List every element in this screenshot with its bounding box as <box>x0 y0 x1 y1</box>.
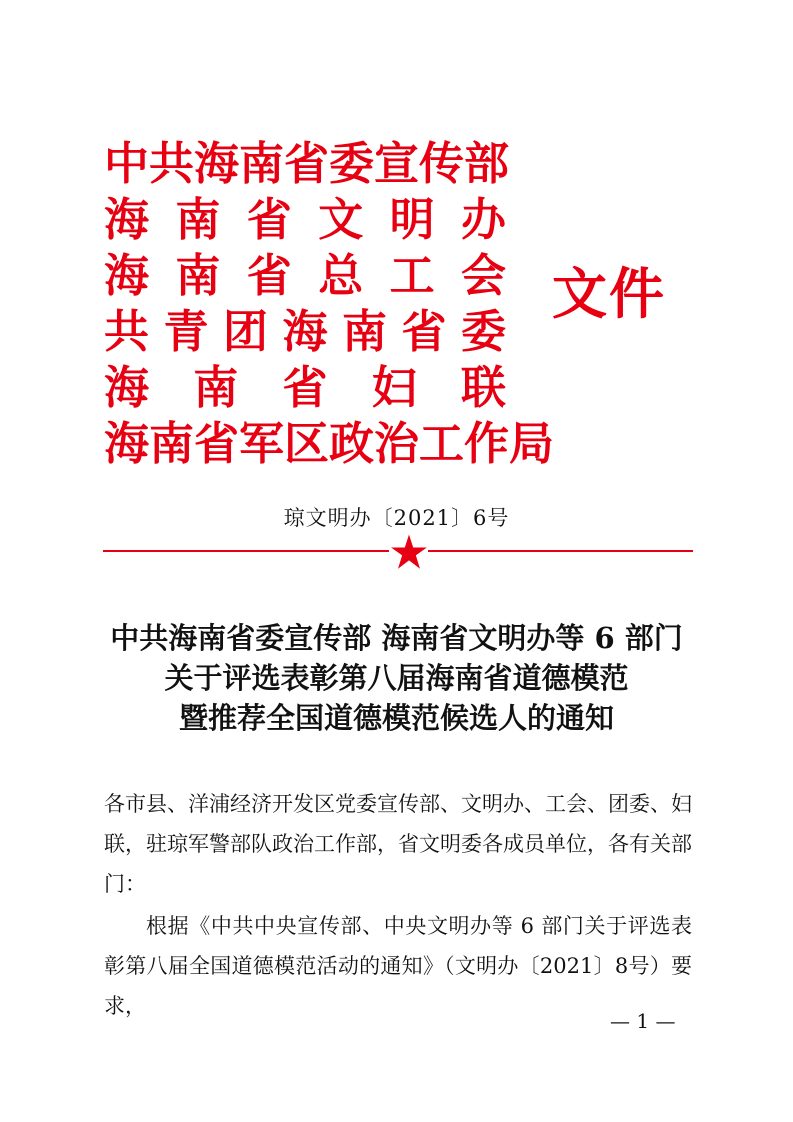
recipients-paragraph: 各市县、洋浦经济开发区党委宣传部、文明办、工会、团委、妇联，驻琼军警部队政治工作部，省文明委各成员单位，各有关部门： <box>104 792 692 896</box>
body-paragraph: 根据《中共中央宣传部、中央文明办等 6 部门关于评选表彰第八届全国道德模范活动的通知》（文明办〔2021〕8号）要求， <box>104 914 692 1018</box>
issuer-name: 海南省文明办 <box>104 193 506 246</box>
document-number: 琼文明办〔2021〕6号 <box>283 506 510 530</box>
issuer-name: 海南省总工会 <box>104 249 506 302</box>
notice-title <box>60 618 733 738</box>
red-divider-left <box>103 550 389 552</box>
red-divider-right <box>428 550 693 552</box>
issuer-name: 海南省军区政治工作局 <box>104 417 555 470</box>
title-line: 暨推荐全国道德模范候选人的通知 <box>178 701 614 735</box>
red-star-icon <box>390 533 428 571</box>
issuer-name: 海南省妇联 <box>104 361 506 414</box>
issuing-agencies <box>104 136 555 472</box>
title-line: 关于评选表彰第八届海南省道德模范 <box>164 661 629 695</box>
issuer-name: 中共海南省委宣传部 <box>104 137 510 190</box>
document-body <box>104 784 692 1026</box>
document-label: 文件 <box>552 262 667 326</box>
title-line: 中共海南省委宣传部 海南省文明办等 6 部门 <box>110 621 683 655</box>
page-number: — 1 — <box>610 1009 676 1033</box>
issuer-name: 共青团海南省委 <box>104 305 506 358</box>
